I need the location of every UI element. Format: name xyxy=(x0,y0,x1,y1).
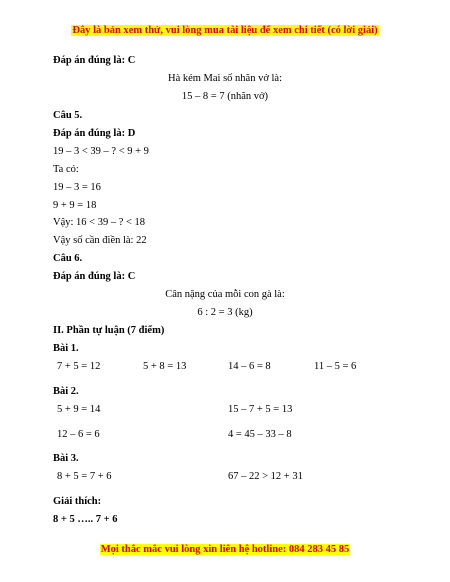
explanation-text: Cân nặng của mỗi con gà là: xyxy=(165,289,285,300)
explanation-text: Hà kém Mai số nhãn vở là: xyxy=(167,73,283,84)
calculation-text: 6 : 2 = 3 (kg) xyxy=(197,307,253,318)
exercise-item: 7 + 5 = 12 xyxy=(57,361,101,372)
exercise-item: 11 – 5 = 6 xyxy=(314,361,357,372)
question-title: Câu 5. xyxy=(53,110,83,121)
question-title: Câu 6. xyxy=(53,253,83,264)
body-text: 9 + 9 = 18 xyxy=(53,200,97,211)
exercise-item: 5 + 8 = 13 xyxy=(143,361,187,372)
comparison-line: 8 + 5 ….. 7 + 6 xyxy=(53,514,118,525)
explanation-heading: Giải thích: xyxy=(53,496,102,507)
preview-banner: Đây là bản xem thử, vui lòng mua tài liệu để xem chi tiết (có lời giải) xyxy=(72,25,378,36)
exercise-item: 8 + 5 = 7 + 6 xyxy=(57,471,112,482)
inequality-text: 19 – 3 < 39 – ? < 9 + 9 xyxy=(53,146,149,157)
body-text: Vậy số cần điền là: 22 xyxy=(53,235,147,246)
answer-label: Đáp án đúng là: C xyxy=(53,271,136,282)
hotline-banner: Mọi thắc mắc vui lòng xin liên hệ hotline: 084 283 45 85 xyxy=(100,544,350,555)
exercise-title: Bài 3. xyxy=(53,453,79,464)
exercise-item: 15 – 7 + 5 = 13 xyxy=(228,404,293,415)
section-title: II. Phần tự luận (7 điểm) xyxy=(53,325,165,336)
exercise-item: 67 – 22 > 12 + 31 xyxy=(228,471,303,482)
body-text: 19 – 3 = 16 xyxy=(53,182,101,193)
answer-label: Đáp án đúng là: C xyxy=(53,55,136,66)
exercise-title: Bài 1. xyxy=(53,343,79,354)
exercise-item: 12 – 6 = 6 xyxy=(57,429,100,440)
exercise-item: 5 + 9 = 14 xyxy=(57,404,101,415)
exercise-item: 4 = 45 – 33 – 8 xyxy=(228,429,292,440)
answer-label: Đáp án đúng là: D xyxy=(53,128,136,139)
exercise-item: 14 – 6 = 8 xyxy=(228,361,271,372)
body-text: Vậy: 16 < 39 – ? < 18 xyxy=(53,217,146,228)
body-text: Ta có: xyxy=(53,164,79,175)
exercise-title: Bài 2. xyxy=(53,386,79,397)
calculation-text: 15 – 8 = 7 (nhãn vở) xyxy=(181,91,269,102)
